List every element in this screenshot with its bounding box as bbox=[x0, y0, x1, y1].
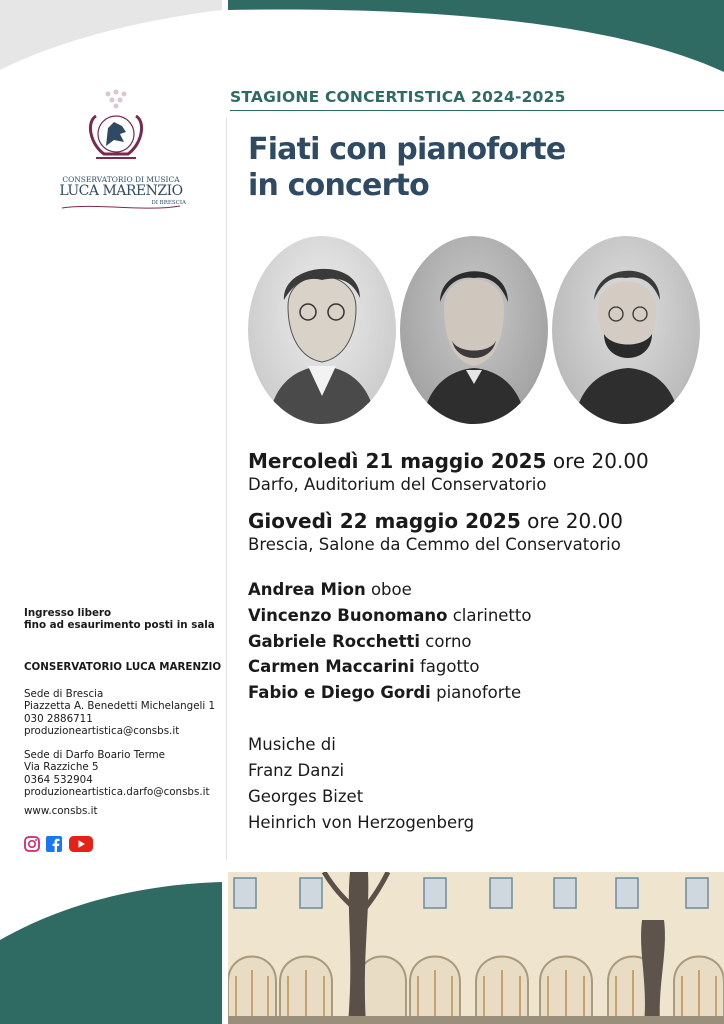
website-link[interactable]: www.consbs.it bbox=[24, 805, 98, 817]
event-2-date: Giovedì 22 maggio 2025 bbox=[248, 509, 521, 533]
event-1-time: ore 20.00 bbox=[552, 449, 649, 473]
logo-name: LUCA MARENZIO bbox=[59, 183, 183, 199]
title-line-1: Fiati con pianoforte bbox=[248, 132, 566, 167]
event-2-place: Brescia, Salone da Cemmo del Conservatorio bbox=[248, 535, 621, 554]
lyre-emblem bbox=[56, 88, 186, 178]
music-heading: Musiche di bbox=[248, 735, 336, 754]
entry-line-2: fino ad esaurimento posti in sala bbox=[24, 619, 215, 632]
darfo-email[interactable]: produzioneartistica.darfo@consbs.it bbox=[24, 785, 210, 798]
performer-2-name: Vincenzo Buonomano bbox=[248, 606, 448, 625]
column-divider bbox=[226, 118, 227, 860]
performer-4-name: Carmen Maccarini bbox=[248, 657, 415, 676]
performer-1 bbox=[248, 580, 412, 599]
event-1-place: Darfo, Auditorium del Conservatorio bbox=[248, 475, 547, 494]
portrait-franz-danzi bbox=[248, 236, 396, 424]
bottom-decoration bbox=[0, 880, 228, 1024]
entry-line-1: Ingresso libero bbox=[24, 607, 112, 619]
season-label: STAGIONE CONCERTISTICA 2024-2025 bbox=[230, 88, 566, 106]
performer-1-instrument: oboe bbox=[370, 580, 412, 599]
performer-4-instrument: fagotto bbox=[419, 657, 480, 676]
performer-3-instrument: corno bbox=[425, 632, 472, 651]
performer-5-instrument: pianoforte bbox=[436, 683, 522, 702]
conservatory-logo bbox=[56, 88, 186, 212]
portrait-heinrich-von-herzogenberg bbox=[552, 236, 700, 424]
brescia-address bbox=[24, 688, 215, 737]
concert-title bbox=[248, 132, 565, 204]
org-name-text: CONSERVATORIO LUCA MARENZIO bbox=[24, 661, 222, 673]
event-2 bbox=[248, 509, 623, 554]
composer-1: Franz Danzi bbox=[248, 761, 345, 780]
performer-4 bbox=[248, 657, 479, 676]
brescia-label: Sede di Brescia bbox=[24, 688, 104, 700]
event-1 bbox=[248, 449, 649, 494]
instagram-icon[interactable] bbox=[24, 836, 40, 852]
logo-small-text: CONSERVATORIO DI MUSICA bbox=[62, 175, 180, 184]
darfo-label: Sede di Darfo Boario Terme bbox=[24, 749, 165, 761]
brescia-street: Piazzetta A. Benedetti Michelangeli 1 bbox=[24, 700, 216, 713]
performer-5-name: Fabio e Diego Gordi bbox=[248, 683, 431, 702]
brescia-phone: 030 2886711 bbox=[24, 712, 93, 725]
entry-info bbox=[24, 607, 215, 632]
org-name bbox=[24, 661, 221, 673]
top-decoration bbox=[0, 0, 724, 80]
performer-2 bbox=[248, 606, 531, 625]
event-2-time: ore 20.00 bbox=[527, 509, 624, 533]
composer-2: Georges Bizet bbox=[248, 787, 364, 806]
darfo-street: Via Razziche 5 bbox=[24, 761, 99, 774]
season-rule bbox=[230, 110, 724, 111]
performer-5 bbox=[248, 683, 521, 702]
building-photo bbox=[228, 872, 724, 1024]
composer-3: Heinrich von Herzogenberg bbox=[248, 813, 475, 832]
logo-city: DI BRESCIA bbox=[151, 200, 186, 206]
event-1-date: Mercoledì 21 maggio 2025 bbox=[248, 449, 547, 473]
performer-3 bbox=[248, 632, 472, 651]
darfo-address bbox=[24, 749, 210, 798]
logo-swash bbox=[56, 202, 186, 212]
brescia-email[interactable]: produzioneartistica@consbs.it bbox=[24, 724, 180, 737]
performer-2-instrument: clarinetto bbox=[452, 606, 532, 625]
facebook-icon[interactable] bbox=[46, 836, 62, 852]
performer-3-name: Gabriele Rocchetti bbox=[248, 632, 421, 651]
youtube-icon[interactable] bbox=[69, 836, 93, 852]
darfo-phone: 0364 532904 bbox=[24, 773, 93, 786]
performer-1-name: Andrea Mion bbox=[248, 580, 366, 599]
title-line-2: in concerto bbox=[248, 168, 429, 203]
portrait-georges-bizet bbox=[400, 236, 548, 424]
